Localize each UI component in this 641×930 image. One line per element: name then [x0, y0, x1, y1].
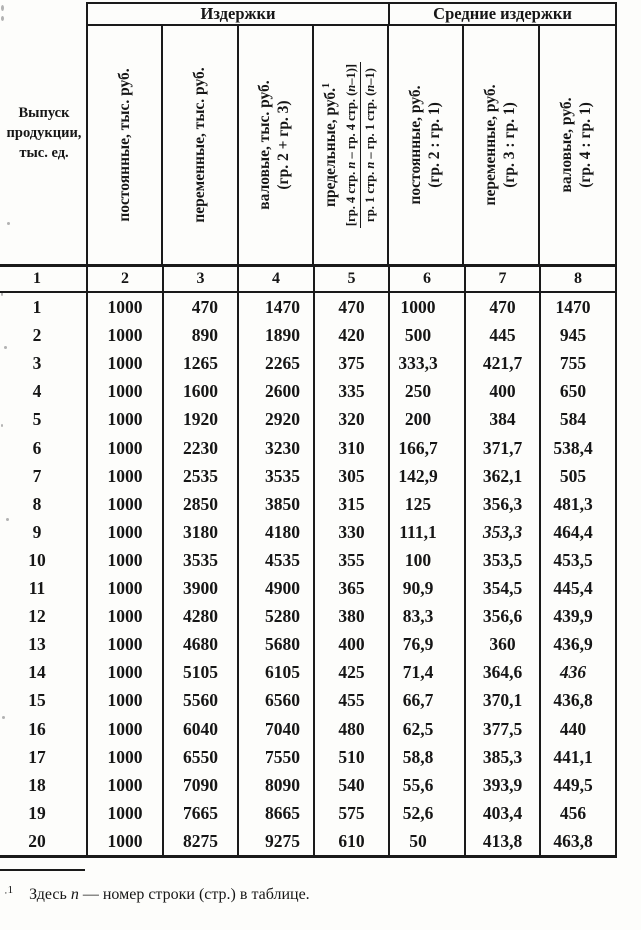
table-cell: 2850 [164, 490, 239, 518]
table-cell: 6040 [164, 715, 239, 743]
table-cell: 1000 [88, 546, 164, 574]
output-column-header [0, 2, 88, 264]
table-cell: 5105 [164, 658, 239, 686]
table-cell: 3180 [164, 518, 239, 546]
table-cell: 436 [541, 658, 617, 686]
table-cell: 440 [541, 715, 617, 743]
table-cell: 320 [315, 405, 390, 433]
table-cell: 1000 [88, 518, 164, 546]
table-cell: 1000 [88, 377, 164, 405]
table-cell: 481,3 [541, 490, 617, 518]
table-cell: 2230 [164, 434, 239, 462]
table-cell: 4680 [164, 630, 239, 658]
table-cell: 420 [315, 321, 390, 349]
table-cell: 370,1 [466, 686, 541, 714]
header-text: постоянные, руб. [406, 85, 424, 205]
table-cell: 71,4 [390, 658, 466, 686]
table-cell: 945 [541, 321, 617, 349]
table-cell: 441,1 [541, 743, 617, 771]
column-number: 2 [88, 267, 164, 291]
table-cell: 8090 [239, 771, 315, 799]
table-cell: 353,5 [466, 546, 541, 574]
footnote-text: Здесь n — номер строки (стр.) в таблице. [29, 886, 310, 904]
table-cell: 5560 [164, 686, 239, 714]
table-cell: 250 [390, 377, 466, 405]
table-cell: 7665 [164, 799, 239, 827]
table-cell: 470 [466, 293, 541, 321]
table-cell: 3850 [239, 490, 315, 518]
table-cell: 393,9 [466, 771, 541, 799]
table-cell: 111,1 [390, 518, 466, 546]
header-formula: (гр. 4 : гр. 1) [577, 102, 595, 188]
table-cell: 6 [0, 434, 88, 462]
table-cell: 470 [164, 293, 239, 321]
header-formula: (гр. 3 : гр. 1) [501, 102, 519, 188]
table-cell: 413,8 [466, 827, 541, 855]
header-variable-costs-thousand [163, 26, 238, 264]
footnote [4, 884, 310, 904]
header-text: предельные, руб.$^1$ [321, 82, 340, 208]
output-header-line: тыс. ед. [19, 145, 69, 162]
table-cell: 2600 [239, 377, 315, 405]
table-cell: 1000 [88, 686, 164, 714]
table-cell: 371,7 [466, 434, 541, 462]
group-header-costs: Издержки [88, 4, 390, 24]
table-cell: 1000 [88, 602, 164, 630]
table-cell: 463,8 [541, 827, 617, 855]
column-number-row [0, 264, 617, 293]
table-cell: 445,4 [541, 574, 617, 602]
table-cell: 436,9 [541, 630, 617, 658]
table-cell: 2920 [239, 405, 315, 433]
table-cell: 436,8 [541, 686, 617, 714]
table-cell: 456 [541, 799, 617, 827]
table-cell: 650 [541, 377, 617, 405]
table-cell: 480 [315, 715, 390, 743]
table-cell: 1000 [88, 462, 164, 490]
table-cell: 3 [0, 349, 88, 377]
table-cell: 18 [0, 771, 88, 799]
table-cell: 1000 [88, 799, 164, 827]
table-cell: 1000 [88, 434, 164, 462]
table-cell: 315 [315, 490, 390, 518]
table-cell: 540 [315, 771, 390, 799]
table-cell: 335 [315, 377, 390, 405]
table-cell: 19 [0, 799, 88, 827]
table-cell: 1000 [88, 293, 164, 321]
table-cell: 20 [0, 827, 88, 855]
table-cell: 421,7 [466, 349, 541, 377]
table-cell: 16 [0, 715, 88, 743]
table-cell: 453,5 [541, 546, 617, 574]
table-cell: 83,3 [390, 602, 466, 630]
table-cell: 1000 [88, 743, 164, 771]
table-cell: 1000 [88, 630, 164, 658]
header-fixed-costs-thousand [88, 26, 163, 264]
table-cell: 333,3 [390, 349, 466, 377]
table-cell: 1000 [88, 771, 164, 799]
table-cell: 510 [315, 743, 390, 771]
table-cell: 439,9 [541, 602, 617, 630]
table-cell: 455 [315, 686, 390, 714]
table-cell: 305 [315, 462, 390, 490]
table-cell: 400 [315, 630, 390, 658]
table-cell: 1000 [88, 658, 164, 686]
table-cell: 4535 [239, 546, 315, 574]
table-cell: 58,8 [390, 743, 466, 771]
footnote-rule [0, 869, 85, 871]
column-number: 3 [164, 267, 239, 291]
table-cell: 610 [315, 827, 390, 855]
table-cell: 7090 [164, 771, 239, 799]
footnote-marker: 1 [7, 884, 14, 896]
table-cell: 356,3 [466, 490, 541, 518]
table-cell: 584 [541, 405, 617, 433]
column-number: 5 [315, 267, 390, 291]
table-cell: 755 [541, 349, 617, 377]
table-cell: 353,3 [466, 518, 541, 546]
column-number: 8 [541, 267, 617, 291]
table-cell: 1000 [88, 574, 164, 602]
table-cell: 9275 [239, 827, 315, 855]
table-cell: 1000 [88, 321, 164, 349]
table-body [0, 293, 617, 858]
table-cell: 1000 [88, 405, 164, 433]
table-cell: 375 [315, 349, 390, 377]
table-cell: 76,9 [390, 630, 466, 658]
table-cell: 4280 [164, 602, 239, 630]
table-cell: 360 [466, 630, 541, 658]
header-formula: (гр. 2 + гр. 3) [275, 100, 293, 190]
table-cell: 1265 [164, 349, 239, 377]
footnote-reference: 1 [321, 82, 333, 88]
table-cell: 3230 [239, 434, 315, 462]
table-cell: 3900 [164, 574, 239, 602]
table-cell: 10 [0, 546, 88, 574]
table-cell: 125 [390, 490, 466, 518]
table-cell: 5680 [239, 630, 315, 658]
table-cell: 3535 [164, 546, 239, 574]
table-cell: 200 [390, 405, 466, 433]
table-cell: 2265 [239, 349, 315, 377]
table-cell: 1920 [164, 405, 239, 433]
table-cell: 403,4 [466, 799, 541, 827]
column-number: 4 [239, 267, 315, 291]
header-gross-costs-thousand [239, 26, 314, 264]
table-cell: 385,3 [466, 743, 541, 771]
table-cell: 62,5 [390, 715, 466, 743]
table-cell: 1000 [88, 827, 164, 855]
table-cell: 4180 [239, 518, 315, 546]
table-cell: 14 [0, 658, 88, 686]
header-text: валовые, руб. [558, 97, 576, 193]
table-cell: 890 [164, 321, 239, 349]
column-header-row [86, 26, 617, 264]
table-cell: 1000 [88, 490, 164, 518]
table-cell: 17 [0, 743, 88, 771]
table-cell: 365 [315, 574, 390, 602]
header-average-fixed-costs [389, 26, 464, 264]
table-cell: 166,7 [390, 434, 466, 462]
table-cell: 66,7 [390, 686, 466, 714]
column-number: 7 [466, 267, 541, 291]
table-cell: 11 [0, 574, 88, 602]
table-cell: 2535 [164, 462, 239, 490]
table-cell: 12 [0, 602, 88, 630]
table-cell: 8 [0, 490, 88, 518]
header-text: переменные, руб. [482, 84, 500, 206]
header-formula-fraction [343, 62, 379, 228]
table-cell: 500 [390, 321, 466, 349]
header-marginal-costs [314, 26, 389, 264]
table-cell: 15 [0, 686, 88, 714]
table-cell: 4 [0, 377, 88, 405]
table-cell: 425 [315, 658, 390, 686]
table-cell: 4900 [239, 574, 315, 602]
table-cell: 1470 [541, 293, 617, 321]
column-number: 6 [390, 267, 466, 291]
table-cell: 538,4 [541, 434, 617, 462]
group-header-average-costs: Средние издержки [433, 4, 572, 23]
table-cell: 5280 [239, 602, 315, 630]
header-average-gross-costs [540, 26, 615, 264]
table-cell: 1000 [390, 293, 466, 321]
table-cell: 310 [315, 434, 390, 462]
table-cell: 1000 [88, 349, 164, 377]
table-cell: 470 [315, 293, 390, 321]
table-cell: 6105 [239, 658, 315, 686]
table-cell: 13 [0, 630, 88, 658]
header-text: валовые, тыс. руб. [256, 80, 274, 210]
fraction-numerator: [гр. 4 стр. n – гр. 4 стр. (n–1)] [343, 62, 361, 228]
header-average-variable-costs [464, 26, 539, 264]
table-cell: 355 [315, 546, 390, 574]
table-cell: 354,5 [466, 574, 541, 602]
table-cell: 1470 [239, 293, 315, 321]
table-cell: 142,9 [390, 462, 466, 490]
output-header-line: Выпуск [18, 104, 70, 121]
output-header-line: продукции, [6, 124, 82, 141]
table-cell: 6550 [164, 743, 239, 771]
table-cell: 8275 [164, 827, 239, 855]
footnote-dot: · [4, 887, 8, 900]
table-cell: 464,4 [541, 518, 617, 546]
table-cell: 7550 [239, 743, 315, 771]
table-cell: 1890 [239, 321, 315, 349]
table-cell: 380 [315, 602, 390, 630]
table-cell: 90,9 [390, 574, 466, 602]
table-cell: 575 [315, 799, 390, 827]
table-cell: 1600 [164, 377, 239, 405]
table-cell: 377,5 [466, 715, 541, 743]
table-cell: 364,6 [466, 658, 541, 686]
table-cell: 362,1 [466, 462, 541, 490]
fraction-denominator: гр. 1 стр. n – гр. 1 стр. (n–1) [363, 68, 378, 222]
table-cell: 50 [390, 827, 466, 855]
header-formula: (гр. 2 : гр. 1) [425, 102, 443, 188]
table-cell: 1 [0, 293, 88, 321]
table-cell: 384 [466, 405, 541, 433]
table-cell: 505 [541, 462, 617, 490]
table-cell: 55,6 [390, 771, 466, 799]
table-cell: 8665 [239, 799, 315, 827]
table-cell: 52,6 [390, 799, 466, 827]
table-cell: 3535 [239, 462, 315, 490]
table-cell: 6560 [239, 686, 315, 714]
table-cell: 7 [0, 462, 88, 490]
header-text: постоянные, тыс. руб. [115, 68, 133, 222]
table-cell: 2 [0, 321, 88, 349]
table-cell: 9 [0, 518, 88, 546]
group-header-row [86, 2, 617, 26]
table-cell: 445 [466, 321, 541, 349]
table-cell: 7040 [239, 715, 315, 743]
column-number: 1 [0, 267, 88, 291]
table-cell: 449,5 [541, 771, 617, 799]
table-cell: 330 [315, 518, 390, 546]
table-cell: 400 [466, 377, 541, 405]
table-cell: 1000 [88, 715, 164, 743]
table-cell: 5 [0, 405, 88, 433]
header-text: переменные, тыс. руб. [190, 67, 208, 223]
table-cell: 356,6 [466, 602, 541, 630]
table-cell: 100 [390, 546, 466, 574]
